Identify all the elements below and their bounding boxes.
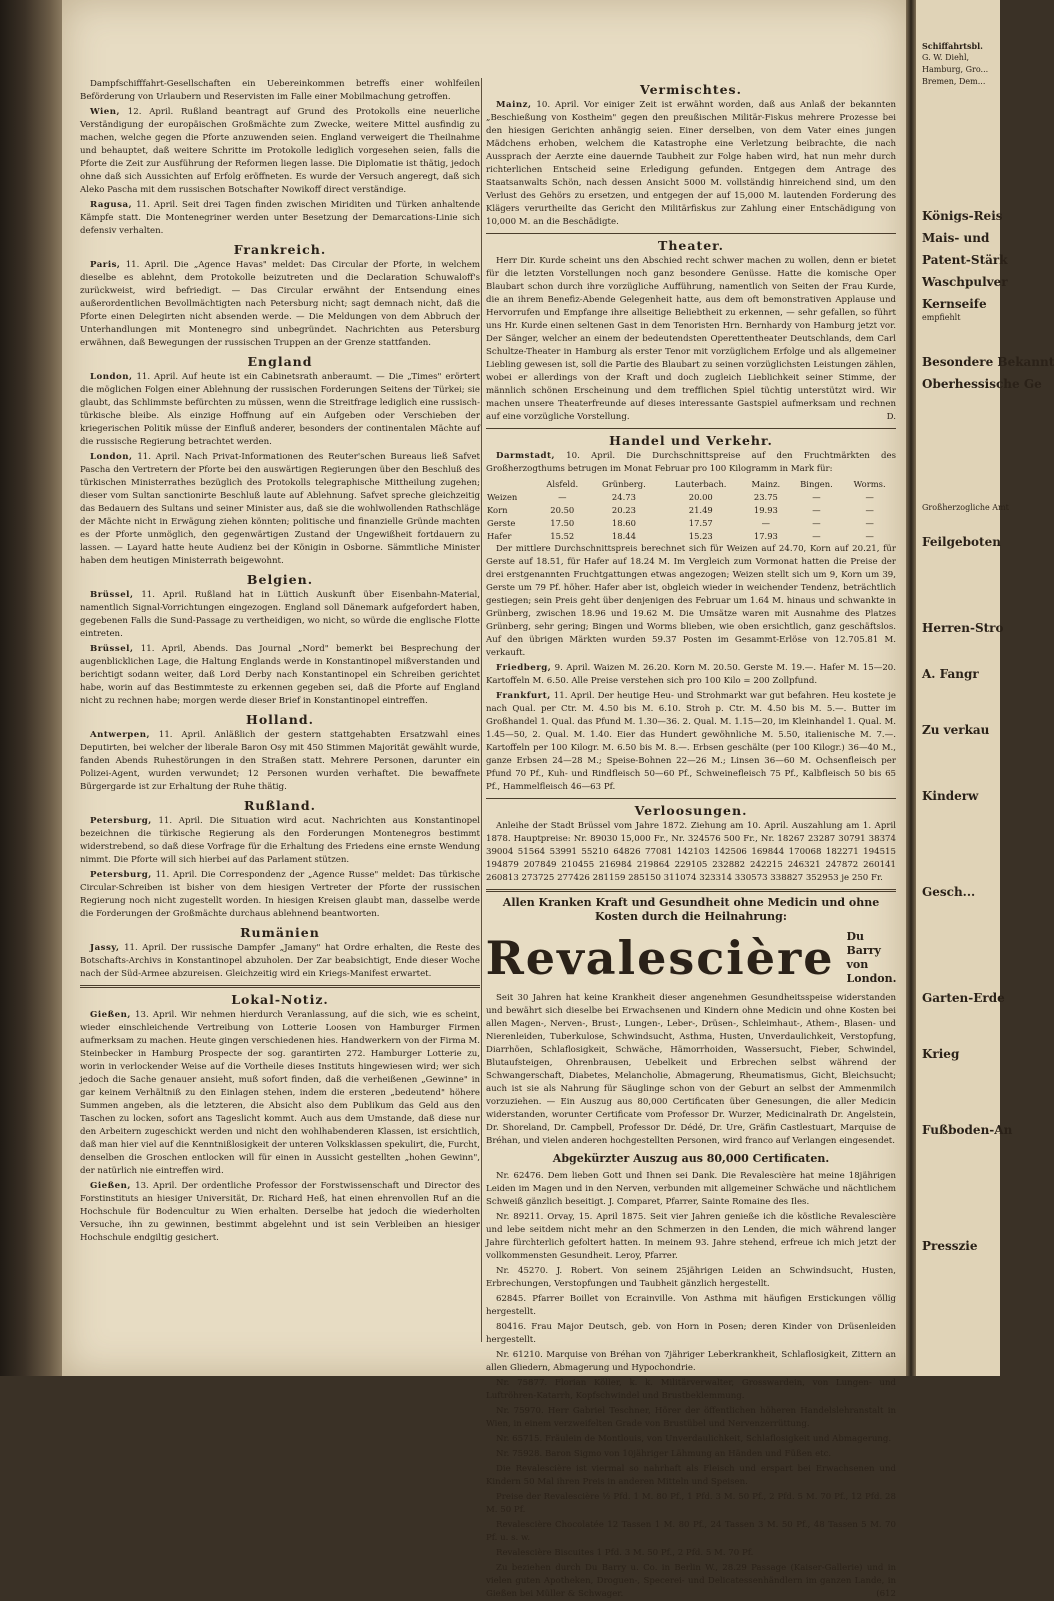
table-cell: 17.93 (753, 531, 778, 541)
table-header-row (486, 478, 896, 491)
table-header: Lauterbach. (675, 479, 727, 489)
fragment-line: A. Fangr (922, 667, 979, 681)
table-header: Bingen. (800, 479, 833, 489)
table-cell: — (812, 518, 821, 528)
section-heading-england: England (247, 354, 313, 369)
fragment-line: Hamburg, Gro... (922, 65, 989, 74)
table-cell: 18.44 (611, 531, 636, 541)
section-heading-russland: Rußland. (243, 798, 316, 813)
fragment-line: G. W. Diehl, (922, 53, 970, 62)
article-jassy: Jassy, 11. April. Der russische Dampfer „Jamany" hat Ordre erhalten, die Reste des Botschafts-Archivs in Konstantinopel abzuholen. Der Zar beabsichtigt, Ende dieser Woche nach der Süd-Armee abzureisen. Gleichzeitig wird ein Kriegs-Manifest erwartet. (80, 943, 481, 979)
ad-prices: Preise der Revalescière ½ Pfd. 1 M. 80 Pf., 1 Pfd. 3 M. 50 Pf., 2 Pfd. 5 M. 70 Pf., 12 Pfd. 28 M. 50 Pf. (486, 1492, 896, 1515)
table-cell: Weizen (487, 492, 518, 502)
table-cell: — (812, 492, 821, 502)
table-cell: 18.60 (611, 518, 636, 528)
table-row (486, 517, 896, 530)
ad-prices: Revalescière Biscuites 1 Pfd. 3 M. 50 Pf., 2 Pfd. 5 M. 70 Pf. (496, 1548, 754, 1558)
table-cell: 15.52 (550, 531, 575, 541)
ad-certificate: Nr. 89211. Orvay, 15. April 1875. Seit vier Jahren genieße ich die köstliche Revalescière und lebe seitdem nicht mehr an den Schmerzen in den Lenden, die mich während langer Jahre fürchterlich gefoltert hatten. In meinem 93. Jahre stehend, erfreue ich mich jetzt der vollkommensten Gesundheit. Leroy, Pfarrer. (486, 1212, 896, 1261)
fragment-line: Königs-Reis (922, 209, 1003, 223)
article-petersburg-2: Petersburg, 11. April. Die Correspondenz der „Agence Russe" meldet: Das türkische Circular-Schreiben ist bisher von dem hiesigen Vertreter der Pforte der russischen Regierung noch nicht zugestellt worden. In hiesigen Kreisen glaubt man, dasselbe werde die Forderungen der Großmächte durchaus ablehnend beantworten. (80, 870, 480, 919)
ad-brand-name: Revalescière (485, 931, 835, 985)
ad-body: Seit 30 Jahren hat keine Krankheit dieser angenehmen Gesundheitsspeise widerstanden und bewährt sich dieselbe bei Erwachsenen und Kindern ohne Medicin und ohne Kosten bei allen Magen-, Nerven-, Brust-, Lungen-, Leber-, Drüsen-, Schleimhaut-, Athem-, Blasen- und Nierenleiden, Tuberkulose, Schwindsucht, Asthma, Husten, Unverdaulichkeit, Verstopfung, Diarrhöen, Schlaflosigkeit, Schwäche, Hämorrhoiden, Wassersucht, Fieber, Schwindel, Blutaufsteigen, Ohrenbrausen, Uebelkeit und Erbrechen selbst während der Schwangerschaft, Diabetes, Melancholie, Abmagerung, Rheumatismus, Gicht, Bleichsucht; auch ist sie als Nahrung für Säuglinge schon von der Geburt an selbst der Ammenmilch vorzuziehen. — Ein Auszug aus 80,000 Certificaten über Genesungen, die aller Medicin widerstanden, worunter Certificate vom Professor Dr. Wurzer, Medicinalrath Dr. Angelstein, Dr. Shoreland, Dr. Campbell, Professor Dr. Dédé, Dr. Ure, Gräfin Castlestuart, Marquise de Bréhan, und vielen anderen hochgestellten Personen, wird franco auf Verlangen eingesendet. (486, 993, 896, 1146)
section-heading-lokal: Lokal-Notiz. (231, 992, 329, 1007)
fragment-line: Herren-Stro (922, 621, 1004, 635)
adjacent-page-text (922, 40, 1054, 1254)
table-cell: — (761, 518, 771, 528)
ad-headline: Allen Kranken Kraft und Gesundheit ohne Medicin und ohne Kosten durch die Heilnahrung: (502, 896, 880, 923)
table-cell: 23.75 (753, 492, 778, 502)
article-paris: Paris, 11. April. Die „Agence Havas" meldet: Das Circular der Pforte, in welchem dieselbe es ablehnt, dem Protokolle beizutreten und die Declaration Schuwaloff's zurückweist, wird befriedigt. — Das Circular erwähnt der Entsendung eines außerordentlichen Bevollmächtigten nach Petersburg nicht; sagt demnach nicht, daß die Pforte einen Delegirten nicht absenden werde. — Die Meldungen von dem Abbruch der Unterhandlungen mit Montenegro sind unbegründet. Nachrichten aus Petersburg erwähnen, daß Bewegungen der russischen Truppen an der Grenze stattfanden. (80, 260, 480, 348)
table-cell: 20.00 (688, 492, 713, 502)
advertisement-revalesciere (486, 896, 896, 1601)
fragment-line: empfiehlt (922, 313, 961, 322)
ad-brand-sub (847, 930, 897, 986)
ad-code: (612 (876, 1589, 896, 1599)
ad-certificate: Nr. 61210. Marquise von Bréhan von 7jähriger Leberkrankheit, Schlaflosigkeit, Zittern an allen Gliedern, Abmagerung und Hypochondrie. (486, 1350, 896, 1373)
article-bruessel-2: Brüssel, 11. April, Abends. Das Journal „Nord" bemerkt bei Besprechung der augenblicklichen Lage, die Haltung Englands werde in Konstantinopel mißverstanden und berichtigt sodann weiter, daß Lord Derby nach Konstantinopel ein Schreiben gerichtet habe, worin auf das Bestimmteste zu erkennen gegeben sei, daß die Pforte auf England nicht zu rechnen habe; morgen werde dieser Brief in Konstantinopel eintreffen. (80, 644, 480, 706)
section-divider (80, 985, 480, 988)
ad-subheading: Abgekürzter Auszug aus 80,000 Certificaten. (552, 1152, 830, 1165)
ad-certificate: 62845. Pfarrer Boillet von Ecrainville. Von Asthma mit häufigen Erstickungen völlig hergestellt. (486, 1294, 896, 1317)
fragment-line: Besondere Bekannt (922, 355, 1054, 369)
article-giessen-2: Gießen, 13. April. Der ordentliche Professor der Forstwissenschaft und Director des Forstinstituts an hiesiger Universität, Dr. Richard Heß, hat einen ehrenvollen Ruf an die Hochschule für Bodencultur zu Wien erhalten. Derselbe hat jedoch die wiederholten Versuche, ihn zu gewinnen, bestimmt abgelehnt und ist sein Verbleiben an hiesiger Hochschule endgiltig gesichert. (80, 1181, 481, 1243)
article-wien: Wien, 12. April. Rußland beantragt auf Grund des Protokolls eine neuerliche Verständigung der europäischen Großmächte zum Zwecke, weitere Mittel ausfindig zu machen, welche gegen die Pforte anzuwenden seien. England verweigert die Theilnahme und behauptet, daß weitere Schritte im Protokolle lediglich vorgesehen seien, falls die Pforte die Zeit zur Ausführung der Reformen liegen lasse. Die Diplomatie ist thätig, jedoch ohne daß sich Aussichten auf Erfolg eröffneten. Es wurde der Versuch angeregt, daß sich Aleko Pascha mit dem russischen Botschafter Nowikoff direct verständige. (80, 107, 481, 195)
article-ragusa: Ragusa, 11. April. Seit drei Tagen finden zwischen Miriditen und Türken anhaltende Kämpfe statt. Die Montenegriner werden unter Besetzung der Demarcations-Linie sich defensiv verhalten. (80, 200, 480, 236)
fragment-line: Kernseife (922, 297, 987, 311)
ad-certificate: Nr. 62476. Dem lieben Gott und Ihnen sei Dank. Die Revalescière hat meine 18jährigen Leiden im Magen und in den Nerven, verbunden mit allgemeiner Schwäche und nächtlichem Schweiß gänzlich beseitigt. J. Comparet, Pfarrer, Sainte Romaine des Iles. (486, 1171, 896, 1207)
article-darmstadt: Darmstadt, 10. April. Die Durchschnittspreise auf den Fruchtmärkten des Großherzogthums betrugen im Monat Februar pro 100 Kilogramm in Mark für: (486, 451, 896, 474)
article-price-summary: Der mittlere Durchschnittspreis berechnet sich für Weizen auf 24.70, Korn auf 20.21, für Gerste auf 18.51, für Hafer auf 18.24 M. Im Vergleich zum Vormonat hatten die Preise der drei erstgenannten Fruchtgattungen etwas angezogen; Weizen stellt sich um 9, Korn um 39, Gerste um 79 Pf. höher. Hafer aber ist, obgleich wieder in weichender Tendenz, beträchtlich gestiegen; sein Preis geht über denjenigen des Februar um 1.64 M. hinaus und schwankte in Grünberg, zwischen 18.96 und 19.62 M. Die Umsätze waren mit Ausnahme des Platzes Grünberg, sehr gering; Bingen und Worms blieben, wie oben ersichtlich, ganz geschäftslos. Auf den übrigen Märkten wurden 59.37 Posten im Gesammt-Erlöse von 12.705.81 M. verkauft. (486, 544, 896, 658)
table-cell: 15.23 (688, 531, 713, 541)
table-cell: — (812, 531, 821, 541)
table-cell: Hafer (487, 531, 512, 541)
ad-brand-block (486, 930, 896, 986)
table-cell: — (558, 492, 567, 502)
table-row (486, 491, 896, 504)
fragment-line: Kinderw (922, 789, 979, 803)
column-rule (481, 78, 482, 1342)
section-divider (486, 798, 896, 799)
lottery-results: Anleihe der Stadt Brüssel vom Jahre 1872. Ziehung am 10. April. Auszahlung am 1. April 1878. Hauptpreise: Nr. 89030 15,000 Fr., Nr. 324576 500 Fr., Nr. 18267 23287 30791 38374 39004 51564 53991 55210 64826 77081 142103 142506 169844 170068 182271 194515 194879 207849 210455 216984 219864 229105 232882 242215 246321 247872 260141 260813 273725 277426 281159 285150 311074 323314 330573 338827 352953 je 250 Fr. (486, 821, 896, 883)
book-gutter (906, 0, 916, 1376)
article-theater: Herr Dir. Kurde scheint uns den Abschied recht schwer machen zu wollen, denn er bietet für die letzten Vorstellungen noch ganz besondere Genüsse. Hatte die komische Oper Blaubart schon durch ihre vorzügliche Aufführung, namentlich von Seiten der Frau Kurde, die an ihrem Benefiz-Abende Gelegenheit hatte, aus dem oft bemonstrativen Applause und Hervorrufen und Empfange ihre allseitige Beliebtheit zu erkennen, — sehr gefallen, so führt uns Hr. Kurde einen seltenen Gast in dem Tenoristen Hrn. Bernhardy von Hamburg jetzt vor. Der Sänger, welcher an einem der bedeutendsten Operettentheater Deutschlands, dem Carl Schultze-Theater in Hamburg als erster Tenor mit vorzüglichem Erfolge und als allgemeiner Liebling gewesen ist, soll die Partie des Blaubart zu seinen vorzüglichsten Leistungen zählen, wobei er allerdings von der Kraft und doch zugleich Lieblichkeit seiner Stimme, der männlich schönen Erscheinung und dem trefflichen Spiel tüchtig unterstützt wird. Wir machen unsere Theaterfreunde auf dieses interessante Gastspiel aufmerksam und rechnen auf eine vorzügliche Vorstellung. D. (486, 256, 896, 422)
section-heading-frankreich: Frankreich. (233, 242, 327, 257)
book-binding-left (0, 0, 62, 1376)
fragment-line: Presszie (922, 1239, 978, 1253)
fragment-line: Garten-Erde (922, 991, 1005, 1005)
ad-footer: Zu beziehen durch Du Barry u. Co. in Berlin W., 28.29 Passage (Kaiser-Gallerie) und in vielen guten Apotheken, Droguen-, Specerei- und Delicatessenhändlern im ganzen Lande, in Gießen bei Müller & Schwager. (612 (486, 1563, 896, 1599)
section-heading-vermischtes: Vermischtes. (640, 82, 742, 97)
table-cell: 21.49 (688, 505, 713, 515)
article-giessen-1: Gießen, 13. April. Wir nehmen hierdurch Veranlassung, auf die sich, wie es scheint, wieder einschleichende Vertreibung von Lotterie Loosen von Hamburger Firmen aufmerksam zu machen. Heute gingen verschiedenen hies. Handwerkern von der Firma M. Steinbecker in Hamburg Prospecte der sog. garantirten 272. Hamburger Lotterie zu, worin in verlockender Weise auf die Vortheile dieses Instituts hingewiesen wird; wer sich jedoch die Sache genauer ansieht, muß sofort finden, daß die verheißenen „Gewinne" in gar keinem Verhältniß zu den Einlagen stehen, indem die ersteren „bedeutend" höhere Summen angeben, als die letzteren, die Absicht also dem Publikum das Geld aus den Taschen zu locken, sofort ans Tageslicht kommt. Auch aus dem Umstande, daß diese nur den Arbeitern zugeschickt werden und nicht den wohlhabenderen Klassen, ist ersichtlich, daß man hier viel auf die Kenntnißlosigkeit der unteren Volksklassen spekulirt, die, Furcht, denselben die Groschen entlocken will für einen in Aussicht gestellten „hohen Gewinn", der natürlich nie eintreffen wird. (80, 1010, 480, 1176)
ad-certificate: Nr. 75970. Herr Gabriel Teschner, Hörer der öffentlichen höheren Handelslehranstalt in Wien, in einem verzweifelten Grade von Brustübel und Nervenzerrüttung. (486, 1406, 896, 1429)
section-divider (486, 428, 896, 429)
table-cell: — (812, 505, 821, 515)
table-header: Alsfeld. (546, 479, 579, 489)
table-header: Worms. (853, 479, 886, 489)
fragment-line: Großherzogliche Amt (922, 503, 1009, 512)
theater-signature: D. (886, 412, 896, 422)
section-heading-rumaenien: Rumänien (240, 925, 320, 940)
ad-body-2: Die Revalescière ist viermal so nahrhaft als Fleisch und erspart bei Erwachsenen und Kindern 50 Mal ihren Preis in anderen Mitteln und Speisen. (486, 1464, 896, 1487)
fragment-line: Patent-Stärk (922, 253, 1008, 267)
table-cell: 19.93 (753, 505, 778, 515)
fragment-line: Feilgeboten (922, 535, 1001, 549)
ad-certificate: 80416. Frau Major Deutsch, geb. von Horn in Posen; deren Kinder von Drüsenleiden hergestellt. (486, 1322, 896, 1345)
section-heading-holland: Holland. (246, 712, 314, 727)
table-row (486, 504, 896, 517)
table-cell: 17.50 (550, 518, 575, 528)
fragment-line: Bremen, Dem... (922, 77, 986, 86)
article-bruessel-1: Brüssel, 11. April. Rußland hat in Lüttich Auskunft über Eisenbahn-Material, namentlich Signal-Vorrichtungen eingezogen. England soll Dänemark aufgefordert haben, gegebenen Falls die Sund-Passage zu vertheidigen, wo nicht, so würde die englische Flotte eintreten. (80, 590, 480, 639)
ad-prices: Revalescière Chocolatée 12 Tassen 1 M. 80 Pf., 24 Tassen 3 M. 50 Pf., 48 Tassen 5 M. 70 Pf. u. s. w. (486, 1520, 896, 1543)
fragment-line: Gesch... (922, 885, 976, 899)
section-divider (486, 233, 896, 234)
section-heading-theater: Theater. (658, 238, 724, 253)
newspaper-page (62, 0, 906, 1599)
fragment-line: Oberhessische Ge (922, 377, 1042, 391)
ad-brand-sub-line-1: Du Barry (846, 930, 881, 957)
table-header: Mainz. (751, 479, 781, 489)
fragment-line: Schiffahrtsbl. (922, 41, 983, 51)
ad-certificate: Nr. 75877. Florian Köller, k. k. Militärverwalter, Grosswardein, von Lungen- und Luftröhren-Katarrh, Kopfschwindel und Brustbeklemmung. (486, 1378, 896, 1401)
table-cell: 20.23 (611, 505, 636, 515)
fragment-line: Mais- und (922, 231, 990, 245)
article-friedberg: Friedberg, 9. April. Waizen M. 26.20. Korn M. 20.50. Gerste M. 19.—. Hafer M. 15—20. Kartoffeln M. 6.50. Alle Preise verstehen sich pro 100 Kilo = 200 Zollpfund. (486, 663, 896, 686)
section-divider (486, 889, 896, 892)
ad-certificate: Nr. 65715. Fräulein de Montlouis, von Unverdaulichkeit, Schlaflosigkeit und Abmagerung. (496, 1434, 892, 1444)
section-heading-handel: Handel und Verkehr. (609, 433, 773, 448)
article-antwerpen: Antwerpen, 11. April. Anläßlich der gestern stattgehabten Ersatzwahl eines Deputirten, bei welcher der liberale Baron Osy mit 450 Stimmen Majorität gewählt wurde, fanden Abends Ruhestörungen in den Straßen statt. Mehrere Personen, darunter ein Polizei-Agent, wurden verwundet; 12 Personen wurden verhaftet. Die bewaffnete Bürgergarde ist zur Erhaltung der Ruhe thätig. (80, 730, 480, 792)
table-cell: 24.73 (611, 492, 636, 502)
article-london-2: London, 11. April. Nach Privat-Informationen des Reuter'schen Bureaus ließ Safvet Pascha den Vertretern der Pforte bei den auswärtigen Regierungen über den Beschluß des türkischen Ministerrathes bezüglich des Protokolls telegraphische Mittheilung zugehen; dieser vom Sultan sanctionirte Beschluß laute auf Ablehnung. Safvet spreche gleichzeitig das Bedauern des Sultans und seiner Minister aus, daß sie die wohlwollenden Rathschläge der Mächte nicht in Erwägung ziehen könnten; politische und finanzielle Gründe machten es der Pforte unmöglich, den gegenwärtigen Zustand der Ungewißheit fortdauern zu lassen. — Layard hatte heute Audienz bei der Königin in Osborne. Sämmtliche Minister haben dem heutigen Ministerrath beigewohnt. (80, 452, 480, 566)
article-mainz: Mainz, 10. April. Vor einiger Zeit ist erwähnt worden, daß aus Anlaß der bekannten „Beschießung von Kostheim" gegen den preußischen Militär-Fiskus mehrere Prozesse bei den hiesigen Gerichten anhängig seien. Einer derselben, von dem Vater eines jungen Mädchens erhoben, welchem die Katastrophe eine Verletzung beibrachte, die nach Aussprach der Aerzte eine dauernde Taubheit zur Folge haben wird, hat nun mehr durch richterlichen Entscheid seine Erledigung gefunden. Entgegen dem Antrage des Staatsanwalts Schön, nach dessen Ansicht 5000 M. vollständig hinreichend sind, um den Verlust des Gehörs zu ersetzen, und entgegen der auf 15,000 M. lautenden Forderung des Klägers verurtheilte das Gericht den Militärfiskus zur Zahlung einer Entschädigung von 10,000 M. an die Beschädigte. (486, 100, 897, 227)
table-cell: — (865, 531, 874, 541)
table-header: Grünberg. (602, 479, 646, 489)
table-cell: — (865, 492, 874, 502)
table-cell: Korn (487, 505, 508, 515)
section-heading-verloosungen: Verloosungen. (634, 803, 748, 818)
article-frankfurt: Frankfurt, 11. April. Der heutige Heu- und Strohmarkt war gut befahren. Heu kostete je nach Qual. per Ctr. M. 4.50 bis M. 6.10. Stroh p. Ctr. M. 4.50 bis M. 5.—. Butter im Großhandel 1. Qual. das Pfund M. 1.30—36. 2. Qual. M. 1.15—20, im Kleinhandel 1. Qual. M. 1.45—50, 2. Qual. M. 1.40. Eier das Hundert gewöhnliche M. 5.50, italienische M. 7.—. Kartoffeln per 100 Kilogr. M. 6.50 bis M. 8.—. Erbsen geschälte (per 100 Kilogr.) 36—40 M., ganze Erbsen 24—28 M.; Speise-Bohnen 22—26 M.; Linsen 36—60 M. Ochsenfleisch per Pfund 70 Pf., Kuh- und Rindfleisch 50—60 Pf., Schweinefleisch 75 Pf., Kalbfleisch 50 bis 65 Pf., Hammelfleisch 46—63 Pf. (486, 691, 896, 792)
table-row (486, 530, 896, 543)
ad-certificate: Nr. 75928. Baron Sigmo von 10jähriger Lähmung an Händen und Füßen etc. (496, 1449, 832, 1459)
section-heading-belgien: Belgien. (246, 572, 314, 587)
table-cell: — (865, 505, 874, 515)
table-cell: 17.57 (688, 518, 713, 528)
table-cell: Gerste (487, 518, 516, 528)
table-cell: 20.50 (550, 505, 575, 515)
fragment-line: Fußboden-An (922, 1123, 1013, 1137)
article-london-1: London, 11. April. Auf heute ist ein Cabinetsrath anberaumt. — Die „Times" erörtert die möglichen Folgen einer Ablehnung der russischen Forderungen Seitens der Türkei; sie glaubt, das Schlimmste befürchten zu müssen, wenn die Streitfrage lediglich eine russisch-türkische bleibe. Als einzige Hoffnung auf ein Aufgeben oder Verschieben der kriegerischen Politik müsse der Einfluß anderer, besonders der continentalen Mächte auf die russische Regierung betrachtet werden. (80, 372, 480, 447)
ad-certificate: Nr. 45270. J. Robert. Von seinem 25jährigen Leiden an Schwindsucht, Husten, Erbrechungen, Verstopfungen und Taubheit gänzlich hergestellt. (486, 1266, 896, 1289)
fragment-line: Krieg (922, 1047, 960, 1061)
fragment-line: Waschpulver (922, 275, 1008, 289)
ad-brand-sub-line-2: von London. (846, 958, 897, 985)
right-column (485, 78, 897, 1599)
adjacent-page-fragment (916, 0, 1054, 1376)
article-petersburg-1: Petersburg, 11. April. Die Situation wird acut. Nachrichten aus Konstantinopel bezeichnen die türkische Regierung als den Forderungen Montenegros bestimmt widerstrebend, so daß diese Vorfrage für die Erhaltung des Friedens eine ernste Wendung nimmt. Die Pforte will sich hierbei auf das Parlament stützen. (80, 816, 480, 865)
article-intro: Dampfschifffahrt-Gesellschaften ein Uebereinkommen betreffs einer wohlfeilen Beförderung von Urlaubern und Reservisten im Falle einer Mobilmachung getroffen. (80, 79, 480, 102)
table-cell: — (865, 518, 874, 528)
grain-price-table (486, 478, 896, 543)
left-column (80, 78, 480, 1348)
fragment-line: Zu verkau (922, 723, 990, 737)
table-header (486, 478, 536, 491)
